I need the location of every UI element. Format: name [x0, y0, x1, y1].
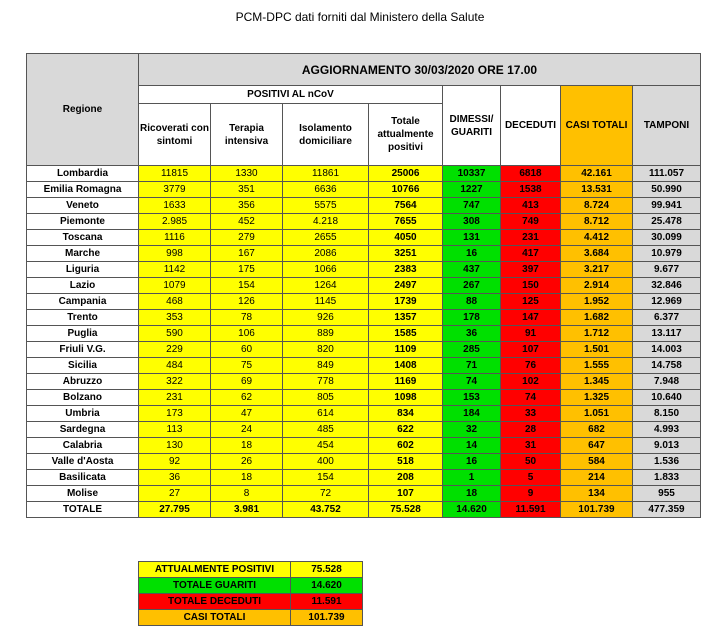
dimessi-cell: 16	[443, 454, 501, 470]
totale-positivi-cell: 208	[369, 470, 443, 486]
totale-positivi-cell: 1585	[369, 326, 443, 342]
ricoverati-cell: 1142	[139, 262, 211, 278]
deceduti-cell: 125	[501, 294, 561, 310]
table-row	[27, 406, 701, 422]
region-cell: Campania	[27, 294, 139, 310]
casi-totali-cell: 8.712	[561, 214, 633, 230]
tamponi-cell: 14.758	[633, 358, 701, 374]
totals-row	[27, 502, 701, 518]
isolamento-cell: 805	[283, 390, 369, 406]
deceduti-cell: 31	[501, 438, 561, 454]
deceduti-cell: 50	[501, 454, 561, 470]
casi-totali-cell: 13.531	[561, 182, 633, 198]
table-row	[27, 310, 701, 326]
casi-totali-cell: 1.952	[561, 294, 633, 310]
tamponi-cell: 10.640	[633, 390, 701, 406]
region-cell: Sardegna	[27, 422, 139, 438]
table-row	[27, 438, 701, 454]
isolamento-cell: 1066	[283, 262, 369, 278]
table-body	[27, 166, 701, 518]
terapia-cell: 8	[211, 486, 283, 502]
summary-row	[139, 594, 363, 610]
totale-positivi-cell: 1739	[369, 294, 443, 310]
region-cell: Calabria	[27, 438, 139, 454]
ricoverati-cell: 92	[139, 454, 211, 470]
deceduti-cell: 33	[501, 406, 561, 422]
tamponi-cell: 10.979	[633, 246, 701, 262]
terapia-cell: 69	[211, 374, 283, 390]
tamponi-cell: 1.536	[633, 454, 701, 470]
isolamento-cell: 454	[283, 438, 369, 454]
table-row	[27, 166, 701, 182]
table-row	[27, 262, 701, 278]
header-isolamento: Isolamento domiciliare	[283, 104, 369, 166]
summary-row	[139, 610, 363, 626]
ricoverati-cell: 353	[139, 310, 211, 326]
isolamento-cell: 926	[283, 310, 369, 326]
totale-positivi-cell: 834	[369, 406, 443, 422]
totale-positivi-cell: 602	[369, 438, 443, 454]
casi-totali-cell: 2.914	[561, 278, 633, 294]
terapia-cell: 106	[211, 326, 283, 342]
ricoverati-cell: 322	[139, 374, 211, 390]
table-row	[27, 182, 701, 198]
dimessi-cell: 308	[443, 214, 501, 230]
dimessi-cell: 1227	[443, 182, 501, 198]
tamponi-cell: 8.150	[633, 406, 701, 422]
ricoverati-cell: 231	[139, 390, 211, 406]
terapia-cell: 75	[211, 358, 283, 374]
table-row	[27, 230, 701, 246]
isolamento-cell: 400	[283, 454, 369, 470]
table-row	[27, 294, 701, 310]
region-cell: Friuli V.G.	[27, 342, 139, 358]
table-row	[27, 486, 701, 502]
ricoverati-cell: 229	[139, 342, 211, 358]
terapia-cell: 279	[211, 230, 283, 246]
isolamento-cell: 2086	[283, 246, 369, 262]
tamponi-cell: 6.377	[633, 310, 701, 326]
totale-positivi-cell: 3251	[369, 246, 443, 262]
totale-positivi-cell: 1109	[369, 342, 443, 358]
region-cell: Liguria	[27, 262, 139, 278]
terapia-cell: 62	[211, 390, 283, 406]
deceduti-cell: 749	[501, 214, 561, 230]
isolamento-cell: 614	[283, 406, 369, 422]
isolamento-cell: 778	[283, 374, 369, 390]
totale-positivi-cell: 1357	[369, 310, 443, 326]
dimessi-cell: 18	[443, 486, 501, 502]
totale-positivi-cell: 7655	[369, 214, 443, 230]
tamponi-cell: 9.677	[633, 262, 701, 278]
header-update: AGGIORNAMENTO 30/03/2020 ORE 17.00	[139, 54, 701, 86]
tamponi-cell: 14.003	[633, 342, 701, 358]
dimessi-cell: 14	[443, 438, 501, 454]
summary-label: TOTALE GUARITI	[139, 578, 291, 594]
dimessi-cell: 88	[443, 294, 501, 310]
region-cell: TOTALE	[27, 502, 139, 518]
totale-positivi-cell: 1408	[369, 358, 443, 374]
totale-positivi-cell: 518	[369, 454, 443, 470]
ricoverati-cell: 1116	[139, 230, 211, 246]
ricoverati-cell: 590	[139, 326, 211, 342]
summary-value: 75.528	[291, 562, 363, 578]
region-cell: Umbria	[27, 406, 139, 422]
region-cell: Basilicata	[27, 470, 139, 486]
dimessi-cell: 16	[443, 246, 501, 262]
dimessi-cell: 747	[443, 198, 501, 214]
header-totale-positivi: Totale attualmente positivi	[369, 104, 443, 166]
casi-totali-cell: 42.161	[561, 166, 633, 182]
totale-positivi-cell: 622	[369, 422, 443, 438]
table-row	[27, 422, 701, 438]
casi-totali-cell: 1.051	[561, 406, 633, 422]
deceduti-cell: 74	[501, 390, 561, 406]
table-row	[27, 214, 701, 230]
region-cell: Trento	[27, 310, 139, 326]
ricoverati-cell: 2.985	[139, 214, 211, 230]
tamponi-cell: 111.057	[633, 166, 701, 182]
region-cell: Bolzano	[27, 390, 139, 406]
ricoverati-cell: 27.795	[139, 502, 211, 518]
ricoverati-cell: 998	[139, 246, 211, 262]
summary-row	[139, 562, 363, 578]
casi-totali-cell: 1.501	[561, 342, 633, 358]
region-cell: Sicilia	[27, 358, 139, 374]
casi-totali-cell: 1.345	[561, 374, 633, 390]
dimessi-cell: 10337	[443, 166, 501, 182]
summary-label: TOTALE DECEDUTI	[139, 594, 291, 610]
region-cell: Lombardia	[27, 166, 139, 182]
isolamento-cell: 5575	[283, 198, 369, 214]
tamponi-cell: 13.117	[633, 326, 701, 342]
summary-row	[139, 578, 363, 594]
header-positivi: POSITIVI AL nCoV	[139, 86, 443, 104]
deceduti-cell: 9	[501, 486, 561, 502]
totale-positivi-cell: 2497	[369, 278, 443, 294]
tamponi-cell: 955	[633, 486, 701, 502]
isolamento-cell: 6636	[283, 182, 369, 198]
dimessi-cell: 74	[443, 374, 501, 390]
dimessi-cell: 184	[443, 406, 501, 422]
totale-positivi-cell: 2383	[369, 262, 443, 278]
deceduti-cell: 102	[501, 374, 561, 390]
ricoverati-cell: 11815	[139, 166, 211, 182]
casi-totali-cell: 1.325	[561, 390, 633, 406]
isolamento-cell: 11861	[283, 166, 369, 182]
deceduti-cell: 76	[501, 358, 561, 374]
isolamento-cell: 154	[283, 470, 369, 486]
casi-totali-cell: 3.217	[561, 262, 633, 278]
casi-totali-cell: 1.682	[561, 310, 633, 326]
tamponi-cell: 477.359	[633, 502, 701, 518]
deceduti-cell: 413	[501, 198, 561, 214]
casi-totali-cell: 214	[561, 470, 633, 486]
header-ricoverati: Ricoverati con sintomi	[139, 104, 211, 166]
casi-totali-cell: 3.684	[561, 246, 633, 262]
totale-positivi-cell: 75.528	[369, 502, 443, 518]
deceduti-cell: 11.591	[501, 502, 561, 518]
region-cell: Toscana	[27, 230, 139, 246]
totale-positivi-cell: 1169	[369, 374, 443, 390]
region-cell: Piemonte	[27, 214, 139, 230]
ricoverati-cell: 1633	[139, 198, 211, 214]
region-cell: Marche	[27, 246, 139, 262]
casi-totali-cell: 8.724	[561, 198, 633, 214]
tamponi-cell: 4.993	[633, 422, 701, 438]
isolamento-cell: 2655	[283, 230, 369, 246]
terapia-cell: 78	[211, 310, 283, 326]
deceduti-cell: 5	[501, 470, 561, 486]
summary-value: 101.739	[291, 610, 363, 626]
ricoverati-cell: 130	[139, 438, 211, 454]
casi-totali-cell: 101.739	[561, 502, 633, 518]
terapia-cell: 167	[211, 246, 283, 262]
totale-positivi-cell: 4050	[369, 230, 443, 246]
totale-positivi-cell: 1098	[369, 390, 443, 406]
region-cell: Abruzzo	[27, 374, 139, 390]
terapia-cell: 356	[211, 198, 283, 214]
dimessi-cell: 285	[443, 342, 501, 358]
summary-label: CASI TOTALI	[139, 610, 291, 626]
table-row	[27, 342, 701, 358]
terapia-cell: 24	[211, 422, 283, 438]
terapia-cell: 452	[211, 214, 283, 230]
tamponi-cell: 50.990	[633, 182, 701, 198]
deceduti-cell: 417	[501, 246, 561, 262]
casi-totali-cell: 584	[561, 454, 633, 470]
isolamento-cell: 43.752	[283, 502, 369, 518]
terapia-cell: 60	[211, 342, 283, 358]
dimessi-cell: 437	[443, 262, 501, 278]
isolamento-cell: 1264	[283, 278, 369, 294]
terapia-cell: 26	[211, 454, 283, 470]
isolamento-cell: 889	[283, 326, 369, 342]
casi-totali-cell: 134	[561, 486, 633, 502]
header-tamponi: TAMPONI	[633, 86, 701, 166]
table-row	[27, 470, 701, 486]
deceduti-cell: 397	[501, 262, 561, 278]
covid-data-table	[26, 53, 701, 518]
dimessi-cell: 267	[443, 278, 501, 294]
region-cell: Veneto	[27, 198, 139, 214]
summary-value: 11.591	[291, 594, 363, 610]
terapia-cell: 175	[211, 262, 283, 278]
table-row	[27, 390, 701, 406]
table-row	[27, 198, 701, 214]
terapia-cell: 3.981	[211, 502, 283, 518]
totale-positivi-cell: 7564	[369, 198, 443, 214]
deceduti-cell: 28	[501, 422, 561, 438]
deceduti-cell: 150	[501, 278, 561, 294]
isolamento-cell: 1145	[283, 294, 369, 310]
region-cell: Valle d'Aosta	[27, 454, 139, 470]
tamponi-cell: 9.013	[633, 438, 701, 454]
deceduti-cell: 91	[501, 326, 561, 342]
ricoverati-cell: 173	[139, 406, 211, 422]
dimessi-cell: 14.620	[443, 502, 501, 518]
ricoverati-cell: 3779	[139, 182, 211, 198]
dimessi-cell: 178	[443, 310, 501, 326]
isolamento-cell: 820	[283, 342, 369, 358]
header-dimessi: DIMESSI/ GUARITI	[443, 86, 501, 166]
terapia-cell: 154	[211, 278, 283, 294]
header-region: Regione	[27, 54, 139, 166]
dimessi-cell: 32	[443, 422, 501, 438]
region-cell: Puglia	[27, 326, 139, 342]
page-title: PCM-DPC dati forniti dal Ministero della Salute	[235, 10, 485, 24]
terapia-cell: 18	[211, 470, 283, 486]
casi-totali-cell: 1.712	[561, 326, 633, 342]
ricoverati-cell: 113	[139, 422, 211, 438]
region-cell: Lazio	[27, 278, 139, 294]
table-row	[27, 246, 701, 262]
isolamento-cell: 485	[283, 422, 369, 438]
ricoverati-cell: 1079	[139, 278, 211, 294]
region-cell: Emilia Romagna	[27, 182, 139, 198]
region-cell: Molise	[27, 486, 139, 502]
table-row	[27, 278, 701, 294]
table-row	[27, 374, 701, 390]
ricoverati-cell: 484	[139, 358, 211, 374]
dimessi-cell: 131	[443, 230, 501, 246]
deceduti-cell: 107	[501, 342, 561, 358]
totale-positivi-cell: 107	[369, 486, 443, 502]
casi-totali-cell: 4.412	[561, 230, 633, 246]
terapia-cell: 351	[211, 182, 283, 198]
casi-totali-cell: 1.555	[561, 358, 633, 374]
header-deceduti: DECEDUTI	[501, 86, 561, 166]
summary-table	[138, 561, 363, 626]
table-row	[27, 358, 701, 374]
tamponi-cell: 25.478	[633, 214, 701, 230]
terapia-cell: 18	[211, 438, 283, 454]
table-row	[27, 454, 701, 470]
summary-value: 14.620	[291, 578, 363, 594]
ricoverati-cell: 27	[139, 486, 211, 502]
tamponi-cell: 99.941	[633, 198, 701, 214]
tamponi-cell: 32.846	[633, 278, 701, 294]
dimessi-cell: 1	[443, 470, 501, 486]
totale-positivi-cell: 25006	[369, 166, 443, 182]
deceduti-cell: 147	[501, 310, 561, 326]
totale-positivi-cell: 10766	[369, 182, 443, 198]
header-casi-totali: CASI TOTALI	[561, 86, 633, 166]
dimessi-cell: 36	[443, 326, 501, 342]
table-row	[27, 326, 701, 342]
header-terapia: Terapia intensiva	[211, 104, 283, 166]
tamponi-cell: 30.099	[633, 230, 701, 246]
terapia-cell: 1330	[211, 166, 283, 182]
terapia-cell: 47	[211, 406, 283, 422]
tamponi-cell: 12.969	[633, 294, 701, 310]
dimessi-cell: 153	[443, 390, 501, 406]
deceduti-cell: 6818	[501, 166, 561, 182]
deceduti-cell: 231	[501, 230, 561, 246]
dimessi-cell: 71	[443, 358, 501, 374]
isolamento-cell: 4.218	[283, 214, 369, 230]
deceduti-cell: 1538	[501, 182, 561, 198]
casi-totali-cell: 682	[561, 422, 633, 438]
ricoverati-cell: 36	[139, 470, 211, 486]
summary-label: ATTUALMENTE POSITIVI	[139, 562, 291, 578]
isolamento-cell: 72	[283, 486, 369, 502]
ricoverati-cell: 468	[139, 294, 211, 310]
tamponi-cell: 1.833	[633, 470, 701, 486]
tamponi-cell: 7.948	[633, 374, 701, 390]
isolamento-cell: 849	[283, 358, 369, 374]
casi-totali-cell: 647	[561, 438, 633, 454]
terapia-cell: 126	[211, 294, 283, 310]
